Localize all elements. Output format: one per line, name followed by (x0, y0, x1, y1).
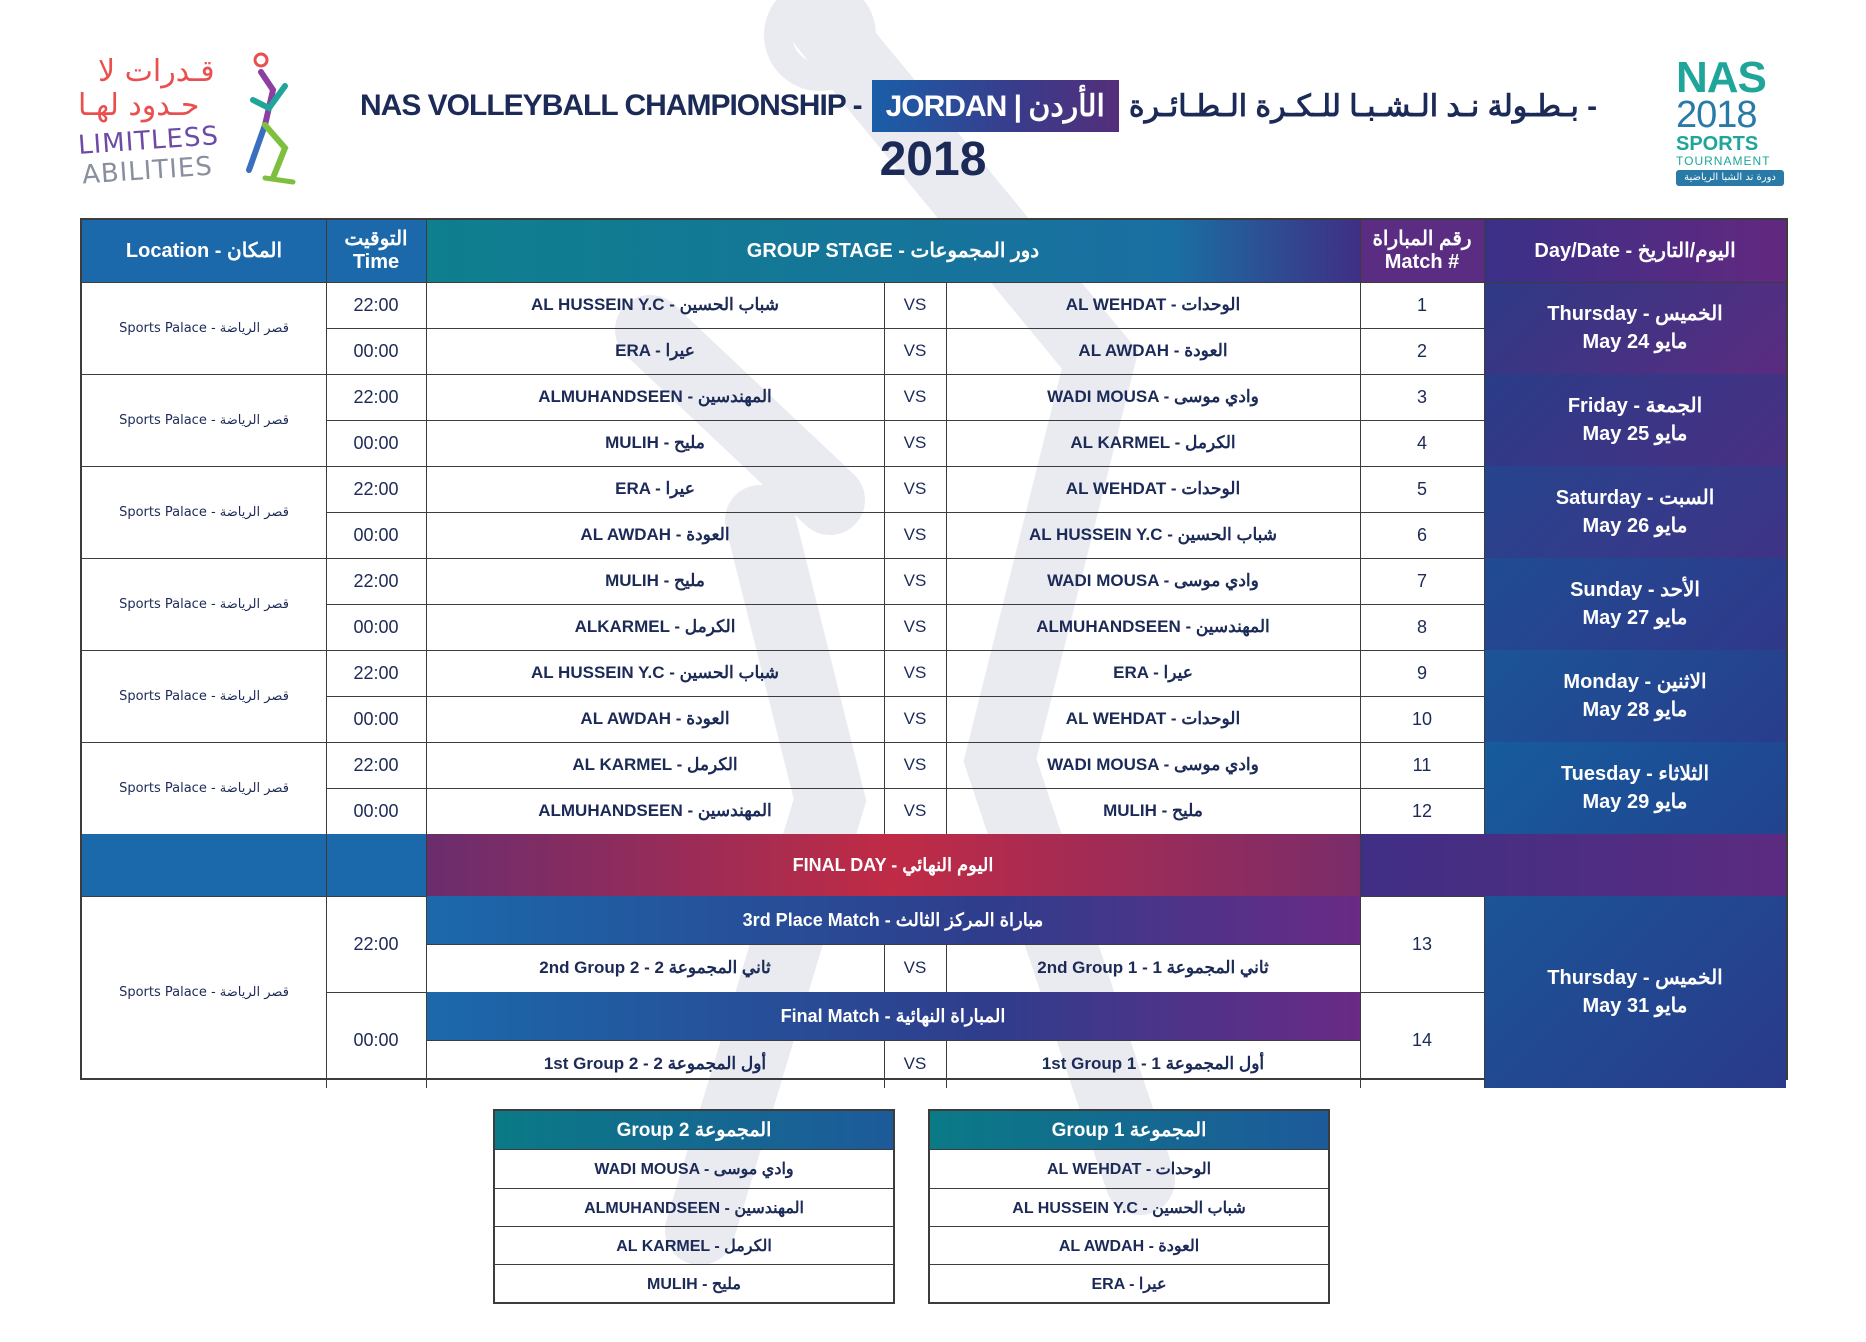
final-match-header: Final Match - المباراة النهائية (426, 992, 1360, 1040)
home-team: WADI MOUSA - وادي موسى (1047, 571, 1259, 590)
match-number: 3 (1416, 386, 1427, 407)
logo-nas: NAS (1676, 53, 1766, 102)
away-team: AL AWDAH - العودة (580, 709, 730, 728)
home-team: AL WEHDAT - الوحدات (1065, 709, 1241, 728)
away-team: MULIH - مليح (605, 571, 705, 590)
match-number: 14 (1411, 1029, 1433, 1050)
final-blank-time (326, 834, 426, 896)
grid-line (1360, 220, 1361, 834)
location-cell: Sports Palace - قصر الرياضة (119, 412, 289, 428)
page-year: 2018 (879, 133, 987, 186)
home-team: ERA - عيرا (1113, 663, 1193, 682)
day-name: Thursday - الخميس (1547, 303, 1723, 325)
match-time: 22:00 (353, 294, 399, 315)
match-time: 00:00 (353, 340, 399, 361)
final-blank-location (82, 834, 326, 896)
page-header (0, 0, 1866, 210)
grid-line (326, 220, 327, 834)
home-team: WADI MOUSA - وادي موسى (1047, 755, 1259, 774)
match-time: 00:00 (353, 800, 399, 821)
group1-team: AL HUSSEIN Y.C - شباب الحسين (930, 1188, 1328, 1226)
match-time: 22:00 (353, 754, 399, 775)
day-date: May 27 مايو (1582, 607, 1688, 629)
grid-line (946, 1040, 947, 1088)
day-date: May 24 مايو (1582, 331, 1688, 353)
match-number: 12 (1411, 800, 1433, 821)
day-date: May 28 مايو (1582, 699, 1688, 721)
match-header-ar: رقم المباراة (1372, 228, 1472, 250)
time-header (326, 220, 426, 282)
location-cell: Sports Palace - قصر الرياضة (119, 596, 289, 612)
schedule-table (80, 218, 1788, 1080)
home-team: AL HUSSEIN Y.C - شباب الحسين (1028, 525, 1278, 544)
group1-table (928, 1109, 1330, 1304)
match-number: 2 (1416, 340, 1427, 361)
day-date-cell (1484, 558, 1786, 650)
day-date: May 26 مايو (1582, 515, 1688, 537)
match-number: 13 (1411, 933, 1433, 954)
vs-label: VS (903, 387, 927, 406)
grid-line (326, 696, 1484, 697)
day-date: May 25 مايو (1582, 423, 1688, 445)
away-team: ALMUHANDSEEN - المهندسين (538, 801, 772, 820)
away-team: ALMUHANDSEEN - المهندسين (538, 387, 772, 406)
home-team: AL WEHDAT - الوحدات (1065, 479, 1241, 498)
group1-title: Group 1 المجموعة (930, 1111, 1328, 1150)
final-day-date-cell (1484, 896, 1786, 1088)
match-time: 22:00 (353, 478, 399, 499)
match-number: 11 (1412, 754, 1432, 775)
grid-line (946, 944, 947, 992)
final-match-time: 22:00 (353, 933, 399, 954)
grid-line (1484, 896, 1485, 1088)
away-team: ERA - عيرا (615, 341, 695, 360)
vs-label: VS (903, 801, 927, 820)
day-name: Sunday - الأحد (1570, 579, 1700, 601)
vs-label: VS (903, 958, 927, 977)
match-time: 00:00 (353, 432, 399, 453)
home-team: AL WEHDAT - الوحدات (1065, 295, 1241, 314)
day-name: Friday - الجمعة (1567, 395, 1703, 417)
home-team: WADI MOUSA - وادي موسى (1047, 387, 1259, 406)
group2-title: Group 2 المجموعة (495, 1111, 893, 1150)
third-place-header: 3rd Place Match - مباراة المركز الثالث (426, 896, 1360, 944)
logo-arabic: دورة ند الشبا الرياضية (1676, 170, 1784, 186)
grid-line (326, 604, 1484, 605)
grid-line (426, 834, 427, 896)
final-blank-right (1360, 834, 1786, 896)
final-day-header: FINAL DAY - اليوم النهائي (426, 834, 1360, 896)
title-english: NAS VOLLEYBALL CHAMPIONSHIP - (360, 89, 862, 122)
match-time: 00:00 (353, 708, 399, 729)
vs-label: VS (903, 433, 927, 452)
match-number: 5 (1416, 478, 1427, 499)
away-team: AL HUSSEIN Y.C - شباب الحسين (530, 295, 780, 314)
match-number: 1 (1416, 294, 1427, 315)
grid-line (1484, 220, 1485, 834)
day-name: Tuesday - الثلاثاء (1560, 763, 1710, 785)
grid-line (326, 834, 327, 896)
match-header-en: Match # (1384, 251, 1460, 273)
day-date-cell (1484, 742, 1786, 834)
grid-line (884, 944, 885, 992)
match-number: 8 (1416, 616, 1427, 637)
away-team: MULIH - مليح (605, 433, 705, 452)
match-number: 4 (1416, 432, 1427, 453)
final-location-cell: Sports Palace - قصر الرياضة (119, 984, 289, 1000)
location-cell: Sports Palace - قصر الرياضة (119, 688, 289, 704)
vs-label: VS (903, 341, 927, 360)
match-time: 22:00 (353, 386, 399, 407)
grid-line (884, 1040, 885, 1088)
time-header-en: Time (352, 251, 400, 273)
day-name: Thursday - الخميس (1547, 967, 1723, 989)
grid-line (884, 282, 885, 834)
logo-en-line1: LIMITLESS (77, 121, 220, 161)
grid-line (426, 220, 427, 834)
day-date-cell (1484, 374, 1786, 466)
location-cell: Sports Palace - قصر الرياضة (119, 780, 289, 796)
day-date: May 29 مايو (1582, 791, 1688, 813)
day-date-cell (1484, 282, 1786, 374)
grid-line (326, 896, 327, 1088)
group1-team: AL AWDAH - العودة (930, 1226, 1328, 1264)
away-team: ERA - عيرا (615, 479, 695, 498)
home-team: MULIH - مليح (1103, 801, 1203, 820)
logo-tournament: TOURNAMENT (1676, 154, 1771, 168)
grid-line (1360, 896, 1361, 1088)
group2-team: WADI MOUSA - وادي موسى (594, 1161, 794, 1178)
grid-line (326, 788, 1484, 789)
away-team: AL AWDAH - العودة (580, 525, 730, 544)
group1-team: AL WEHDAT - الوحدات (1046, 1161, 1212, 1178)
vs-label: VS (903, 755, 927, 774)
group2-team: MULIH - مليح (495, 1264, 893, 1302)
day-date: May 31 مايو (1582, 995, 1688, 1017)
day-name: Monday - الاثنين (1563, 671, 1707, 693)
grid-line (326, 512, 1484, 513)
time-header-ar: التوقيت (344, 228, 408, 250)
group-stage-header: GROUP STAGE - دور المجموعات (426, 220, 1360, 282)
match-number: 9 (1416, 662, 1427, 683)
day-date-header: Day/Date - اليوم/التاريخ (1484, 220, 1786, 282)
grid-line (1360, 834, 1361, 896)
location-header: Location - المكان (82, 220, 326, 282)
match-time: 00:00 (353, 524, 399, 545)
location-cell: Sports Palace - قصر الرياضة (119, 504, 289, 520)
grid-line (946, 282, 947, 834)
vs-label: VS (903, 663, 927, 682)
nas-2018-logo (1676, 53, 1796, 186)
title-country-box: JORDAN | الأردن (872, 80, 1119, 132)
vs-label: VS (903, 709, 927, 728)
vs-label: VS (903, 525, 927, 544)
away-team: ALKARMEL - الكرمل (574, 617, 736, 636)
grid-line (426, 1040, 1360, 1041)
grid-line (426, 944, 1360, 945)
group2-team: AL KARMEL - الكرمل (495, 1226, 893, 1264)
home-team: 1st Group 1 - 1 أول المجموعة (1041, 1054, 1265, 1073)
group1-team: ERA - عيرا (930, 1264, 1328, 1302)
group2-table (493, 1109, 895, 1304)
vs-label: VS (903, 571, 927, 590)
grid-line (326, 328, 1484, 329)
grid-line (326, 420, 1484, 421)
title-arabic: - بـطـولة نـد الـشـبـا للـكـرة الـطـائـرة (1128, 89, 1598, 123)
grid-line (426, 896, 427, 1088)
match-number: 6 (1416, 524, 1427, 545)
vs-label: VS (903, 479, 927, 498)
match-time: 22:00 (353, 662, 399, 683)
away-team: 1st Group 2 - 2 أول المجموعة (543, 1054, 767, 1073)
match-time: 00:00 (353, 616, 399, 637)
final-match-time: 00:00 (353, 1029, 399, 1050)
home-team: 2nd Group 1 - 1 ثاني المجموعة (1037, 958, 1269, 977)
grid-line (82, 282, 1786, 283)
day-date-cell (1484, 650, 1786, 742)
logo-en-line2: ABILITIES (81, 151, 214, 191)
away-team: AL HUSSEIN Y.C - شباب الحسين (530, 663, 780, 682)
day-date-cell (1484, 466, 1786, 558)
match-number: 10 (1411, 708, 1433, 729)
logo-ar-line2: حـدود لهـا (78, 88, 200, 123)
logo-year: 2018 (1676, 94, 1757, 136)
vs-label: VS (903, 1054, 927, 1073)
day-name: Saturday - السبت (1555, 487, 1715, 509)
logo-ar-line1: قـدرات لا (98, 54, 215, 89)
page-title (360, 80, 1600, 132)
home-team: ALMUHANDSEEN - المهندسين (1036, 617, 1270, 636)
location-cell: Sports Palace - قصر الرياضة (119, 320, 289, 336)
match-number-header (1360, 220, 1484, 282)
logo-sports: SPORTS (1676, 133, 1759, 155)
match-time: 22:00 (353, 570, 399, 591)
home-team: AL AWDAH - العودة (1078, 341, 1228, 360)
home-team: AL KARMEL - الكرمل (1070, 433, 1236, 452)
group2-team: ALMUHANDSEEN - المهندسين (495, 1188, 893, 1226)
vs-label: VS (903, 295, 927, 314)
match-number: 7 (1416, 570, 1427, 591)
vs-label: VS (903, 617, 927, 636)
away-team: 2nd Group 2 - 2 ثاني المجموعة (539, 958, 771, 977)
away-team: AL KARMEL - الكرمل (572, 755, 738, 774)
